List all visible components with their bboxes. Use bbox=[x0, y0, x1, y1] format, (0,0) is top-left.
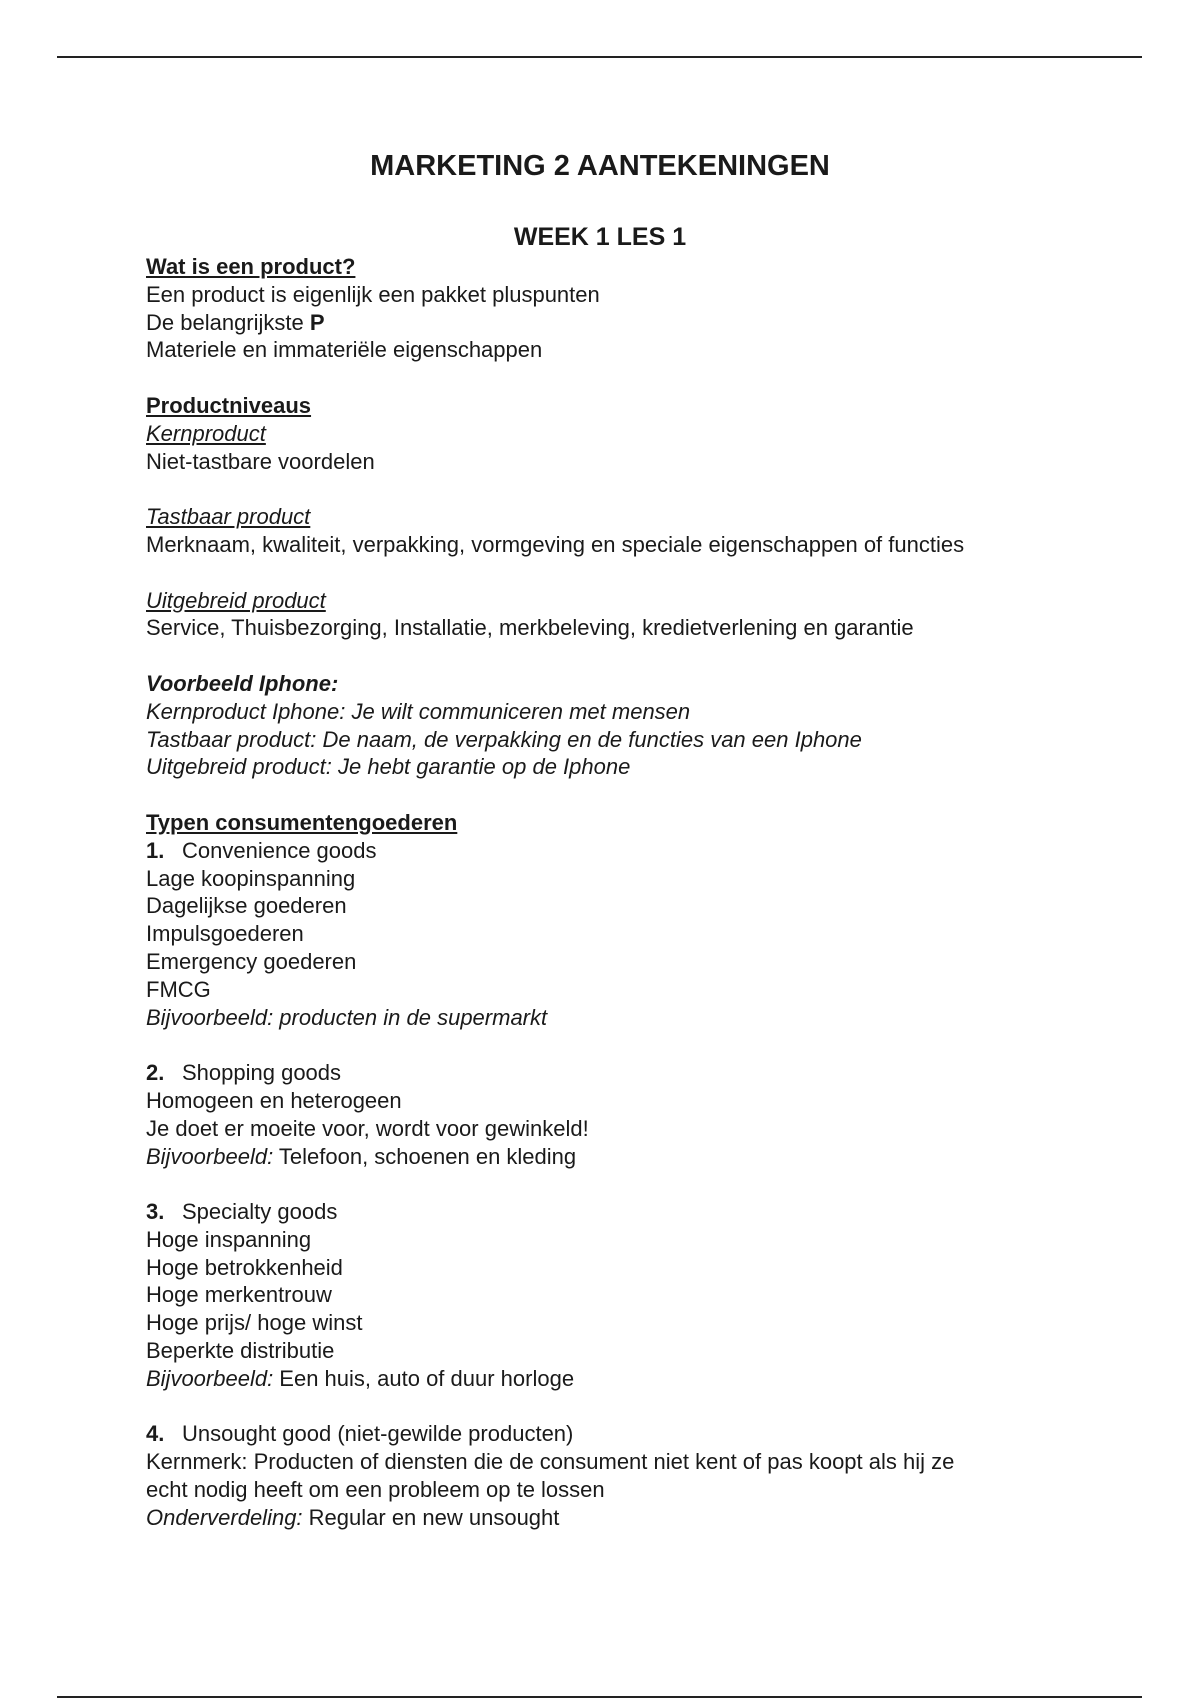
specialty-item: Hoge betrokkenheid bbox=[146, 1254, 343, 1280]
example-text: Een huis, auto of duur horloge bbox=[273, 1365, 575, 1391]
document-body bbox=[146, 253, 1156, 1532]
kernproduct-text: Niet-tastbare voordelen bbox=[146, 448, 375, 474]
list-item-title: Shopping goods bbox=[182, 1060, 342, 1086]
subheading-kernproduct: Kernproduct bbox=[146, 420, 266, 446]
shopping-example bbox=[146, 1143, 1156, 1171]
list-number: 3. bbox=[146, 1199, 165, 1225]
uitgebreid-product-text: Service, Thuisbezorging, Installatie, merkbeleving, kredietverlening en garantie bbox=[146, 615, 914, 641]
subheading-tastbaar-product: Tastbaar product bbox=[146, 504, 311, 530]
unsought-subdivision bbox=[146, 1504, 1156, 1532]
specialty-item: Hoge prijs/ hoge winst bbox=[146, 1310, 363, 1336]
section-heading-product: Wat is een product? bbox=[146, 254, 356, 279]
example-label: Bijvoorbeeld: bbox=[146, 1365, 274, 1391]
unsought-line-1: Kernmerk: Producten of diensten die de consument niet kent of pas koopt als hij ze bbox=[146, 1449, 955, 1475]
list-item-shopping bbox=[146, 1059, 1156, 1087]
list-item-convenience bbox=[146, 837, 1156, 865]
specialty-item: Hoge inspanning bbox=[146, 1226, 312, 1252]
product-line-2-text: De belangrijkste bbox=[146, 309, 310, 335]
bottom-divider bbox=[57, 1696, 1142, 1698]
convenience-example: Bijvoorbeeld: producten in de supermarkt bbox=[146, 1004, 548, 1030]
shopping-item: Je doet er moeite voor, wordt voor gewinkeld! bbox=[146, 1115, 589, 1141]
section-heading-productniveaus: Productniveaus bbox=[146, 392, 312, 418]
shopping-item: Homogeen en heterogeen bbox=[146, 1087, 402, 1113]
top-divider bbox=[57, 56, 1142, 58]
voorbeeld-line-2: Tastbaar product: De naam, de verpakking en de functies van een Iphone bbox=[146, 726, 862, 752]
example-label: Bijvoorbeeld: bbox=[146, 1143, 274, 1169]
subdivision-text: Regular en new unsought bbox=[302, 1504, 560, 1530]
list-number: 1. bbox=[146, 837, 165, 863]
section-heading-typen: Typen consumentengoederen bbox=[146, 809, 458, 835]
voorbeeld-line-3: Uitgebreid product: Je hebt garantie op de Iphone bbox=[146, 754, 631, 780]
list-item-title: Specialty goods bbox=[182, 1199, 338, 1225]
product-line-1: Een product is eigenlijk een pakket pluspunten bbox=[146, 281, 600, 307]
list-item-title: Unsought good (niet-gewilde producten) bbox=[182, 1421, 574, 1447]
voorbeeld-line-1: Kernproduct Iphone: Je wilt communiceren met mensen bbox=[146, 698, 691, 724]
product-line-2-bold: P bbox=[309, 309, 325, 335]
convenience-item: FMCG bbox=[146, 976, 211, 1002]
example-text: Telefoon, schoenen en kleding bbox=[273, 1143, 577, 1169]
convenience-item: Dagelijkse goederen bbox=[146, 893, 347, 919]
product-line-3: Materiele en immateriële eigenschappen bbox=[146, 337, 543, 363]
page-title: MARKETING 2 AANTEKENINGEN bbox=[370, 150, 830, 182]
subdivision-label: Onderverdeling: bbox=[146, 1504, 303, 1530]
tastbaar-product-text: Merknaam, kwaliteit, verpakking, vormgeving en speciale eigenschappen of functies bbox=[146, 531, 965, 557]
list-number: 4. bbox=[146, 1421, 165, 1447]
list-item-title: Convenience goods bbox=[182, 837, 377, 863]
page-subtitle: WEEK 1 LES 1 bbox=[513, 223, 687, 251]
section-heading-voorbeeld: Voorbeeld Iphone: bbox=[146, 670, 339, 696]
list-number: 2. bbox=[146, 1060, 165, 1086]
convenience-item: Emergency goederen bbox=[146, 948, 357, 974]
unsought-line-2: echt nodig heeft om een probleem op te lossen bbox=[146, 1477, 605, 1503]
convenience-item: Lage koopinspanning bbox=[146, 865, 356, 891]
list-item-unsought bbox=[146, 1420, 1156, 1448]
list-item-specialty bbox=[146, 1198, 1156, 1226]
specialty-item: Hoge merkentrouw bbox=[146, 1282, 332, 1308]
subheading-uitgebreid-product: Uitgebreid product bbox=[146, 587, 326, 613]
specialty-example bbox=[146, 1365, 1156, 1393]
specialty-item: Beperkte distributie bbox=[146, 1338, 335, 1364]
product-line-2 bbox=[146, 309, 1156, 337]
convenience-item: Impulsgoederen bbox=[146, 921, 304, 947]
